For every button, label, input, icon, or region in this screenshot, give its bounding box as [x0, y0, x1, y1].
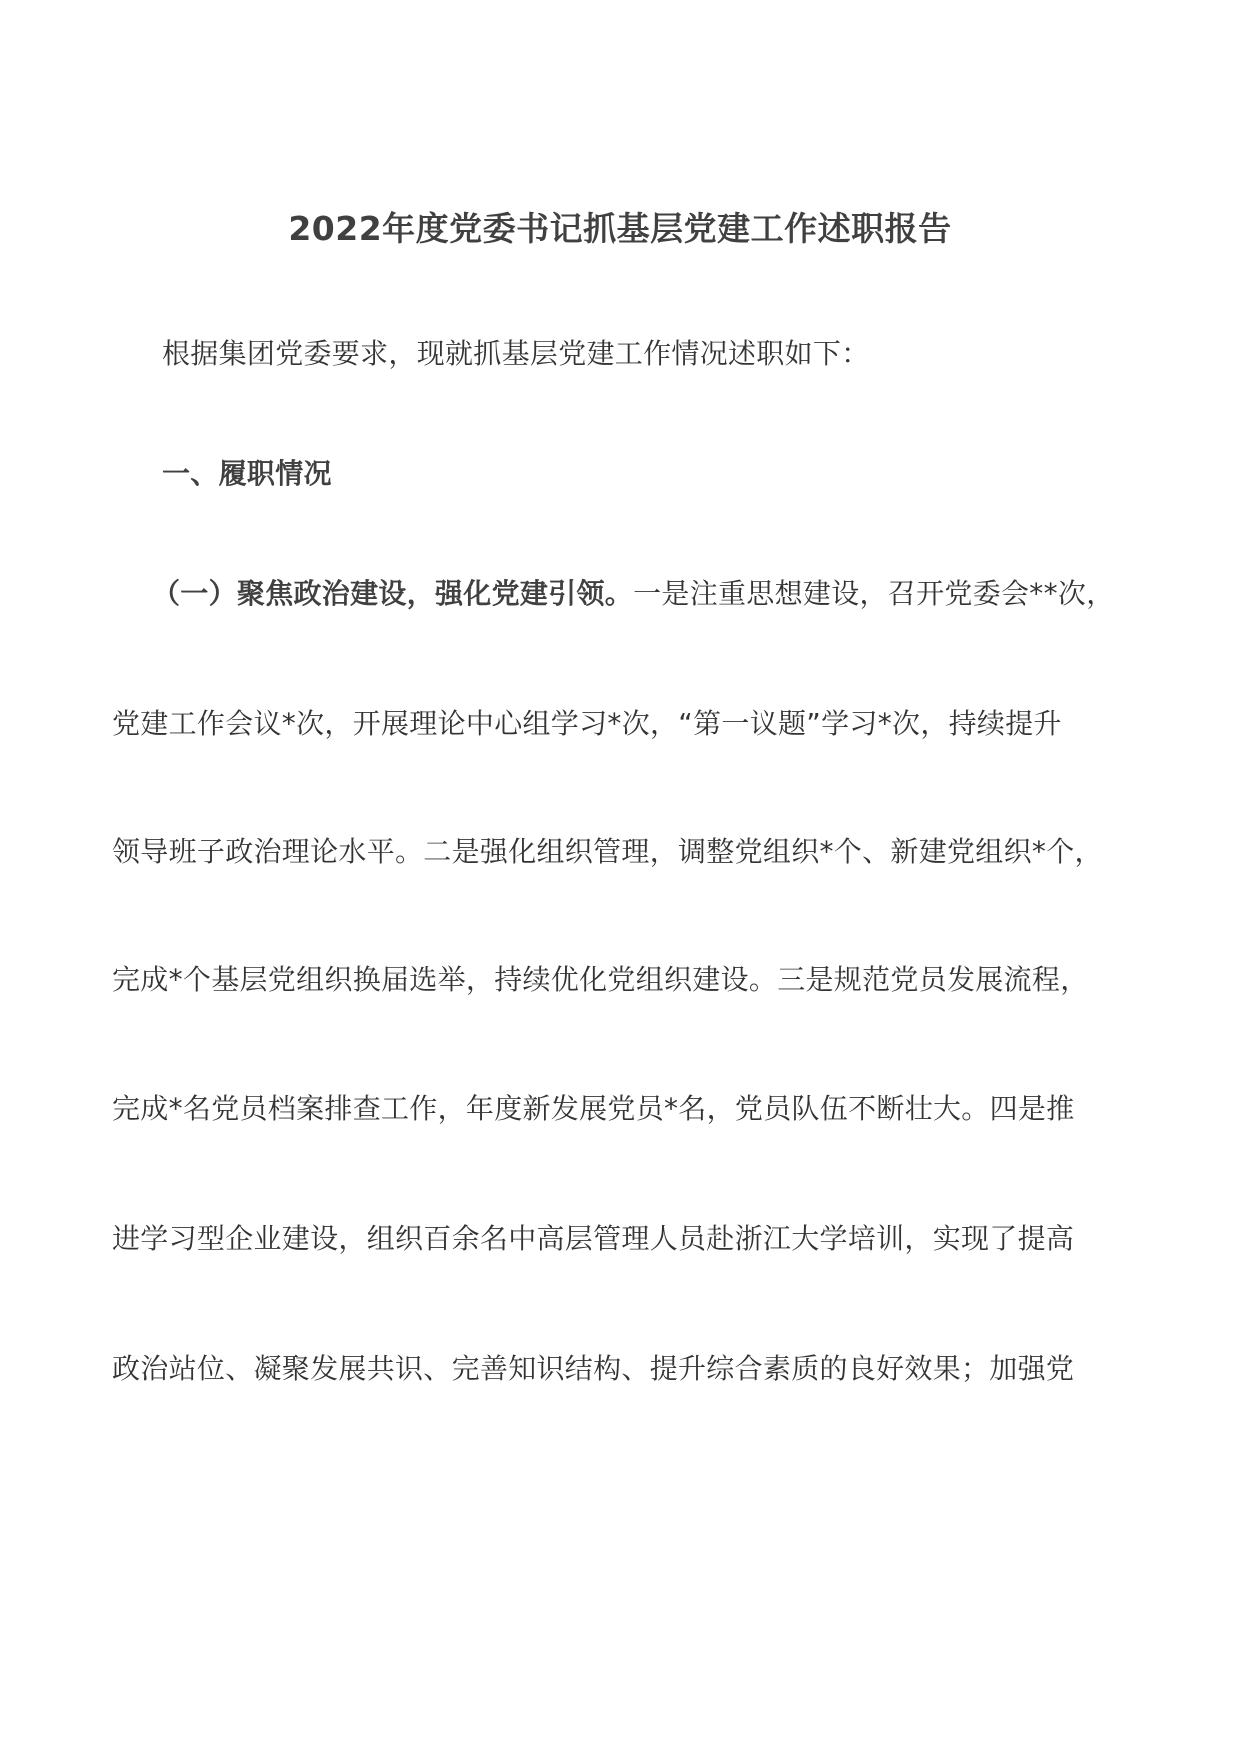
paragraph-line: 进学习型企业建设，组织百余名中高层管理人员赴浙江大学培训，实现了提高	[112, 1222, 1075, 1255]
section-heading: 一、履职情况	[162, 457, 332, 490]
paragraph-line: 领导班子政治理论水平。二是强化组织管理，调整党组织*个、新建党组织*个，	[112, 835, 1103, 868]
paragraph-line: 政治站位、凝聚发展共识、完善知识结构、提升综合素质的良好效果；加强党	[112, 1352, 1075, 1385]
paragraph-lead-heading: （一）聚焦政治建设，强化党建引领。	[152, 577, 634, 610]
intro-paragraph: 根据集团党委要求，现就抓基层党建工作情况述职如下：	[162, 337, 870, 370]
document-title: 2022年度党委书记抓基层党建工作述职报告	[288, 209, 952, 248]
paragraph-line: 党建工作会议*次，开展理论中心组学习*次，“第一议题”学习*次，持续提升	[112, 707, 1062, 740]
paragraph-line: 完成*名党员档案排查工作，年度新发展党员*名，党员队伍不断壮大。四是推	[112, 1092, 1075, 1125]
paragraph-line: 完成*个基层党组织换届选举，持续优化党组织建设。三是规范党员发展流程，	[112, 963, 1089, 996]
paragraph-first-line-text: 一是注重思想建设，召开党委会**次，	[633, 577, 1115, 610]
paragraph-first-line	[152, 572, 1115, 612]
